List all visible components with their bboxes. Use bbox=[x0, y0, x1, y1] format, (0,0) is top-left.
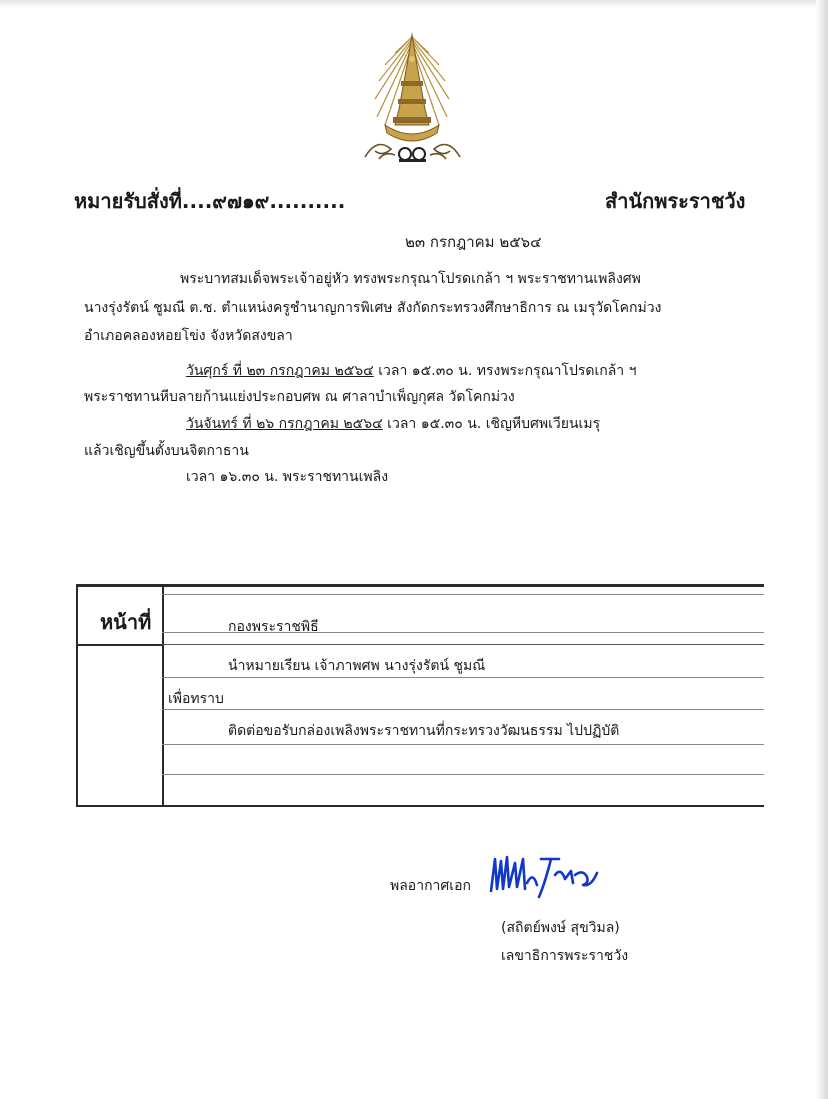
page-top-edge bbox=[0, 0, 828, 8]
schedule-monday-line-2: แล้วเชิญขึ้นตั้งบนจิตกาธาน bbox=[84, 443, 249, 459]
page-right-edge bbox=[816, 0, 828, 1099]
table-bottom-border bbox=[76, 805, 764, 807]
table-rule-line bbox=[162, 594, 764, 595]
for-information-label: เพื่อทราบ bbox=[168, 691, 224, 707]
schedule-friday-line-2: พระราชทานหีบลายก้านแย่งประกอบศพ ณ ศาลาบำเพ็ญกุศล วัดโคกม่วง bbox=[84, 389, 515, 405]
issuing-office-heading: สำนักพระราชวัง bbox=[605, 189, 746, 213]
schedule-monday-line bbox=[186, 415, 600, 433]
announcement-line-2: นางรุ่งรัตน์ ชูมณี ต.ช. ตำแหน่งครูชำนาญการพิเศษ สังกัดกระทรวงศึกษาธิการ ณ เมรุวัดโคกม่วง bbox=[84, 300, 662, 316]
table-label-divider bbox=[76, 644, 164, 646]
table-rule-line bbox=[162, 709, 764, 710]
order-number-heading: หมายรับสั่งที่....๙๗๑๙.......... bbox=[74, 189, 346, 213]
table-top-border bbox=[76, 584, 764, 587]
schedule-friday-line bbox=[186, 362, 636, 380]
schedule-monday-date: วันจันทร์ ที่ ๒๖ กรกฎาคม ๒๕๖๔ bbox=[186, 416, 383, 432]
announcement-line-1: พระบาทสมเด็จพระเจ้าอยู่หัว ทรงพระกรุณาโปรดเกล้า ฯ พระราชทานเพลิงศพ bbox=[180, 271, 641, 287]
notify-host-line: นำหมายเรียน เจ้าภาพศพ นางรุ่งรัตน์ ชูมณี bbox=[228, 658, 486, 674]
schedule-friday-date: วันศุกร์ ที่ ๒๓ กรกฎาคม ๒๕๖๔ bbox=[186, 363, 374, 379]
document-date: ๒๓ กรกฎาคม ๒๕๖๔ bbox=[405, 233, 542, 251]
duty-label: หน้าที่ bbox=[100, 610, 152, 634]
schedule-monday-detail: เวลา ๑๕.๓๐ น. เชิญหีบศพเวียนเมรุ bbox=[382, 416, 601, 432]
signatory-position: เลขาธิการพระราชวัง bbox=[501, 948, 629, 964]
announcement-line-3: อำเภอคลองหอยโข่ง จังหวัดสงขลา bbox=[84, 328, 293, 344]
instruction-line: ติดต่อขอรับกล่องเพลิงพระราชทานที่กระทรวงวัฒนธรรม ไปปฏิบัติ bbox=[228, 723, 620, 739]
table-left-border bbox=[76, 584, 78, 807]
table-rule-line bbox=[162, 644, 764, 645]
table-rule-line bbox=[162, 744, 764, 745]
schedule-friday-detail: เวลา ๑๕.๓๐ น. ทรงพระกรุณาโปรดเกล้า ฯ bbox=[373, 363, 637, 379]
cremation-time-line: เวลา ๑๖.๓๐ น. พระราชทานเพลิง bbox=[186, 469, 389, 485]
royal-emblem-logo bbox=[355, 25, 470, 165]
table-rule-line bbox=[162, 774, 764, 775]
duty-recipient: กองพระราชพิธี bbox=[228, 619, 319, 635]
table-rule-line bbox=[162, 677, 764, 678]
signatory-name: (สถิตย์พงษ์ สุขวิมล) bbox=[501, 920, 620, 936]
signatory-rank: พลอากาศเอก bbox=[390, 878, 471, 894]
handwritten-signature bbox=[487, 853, 602, 903]
